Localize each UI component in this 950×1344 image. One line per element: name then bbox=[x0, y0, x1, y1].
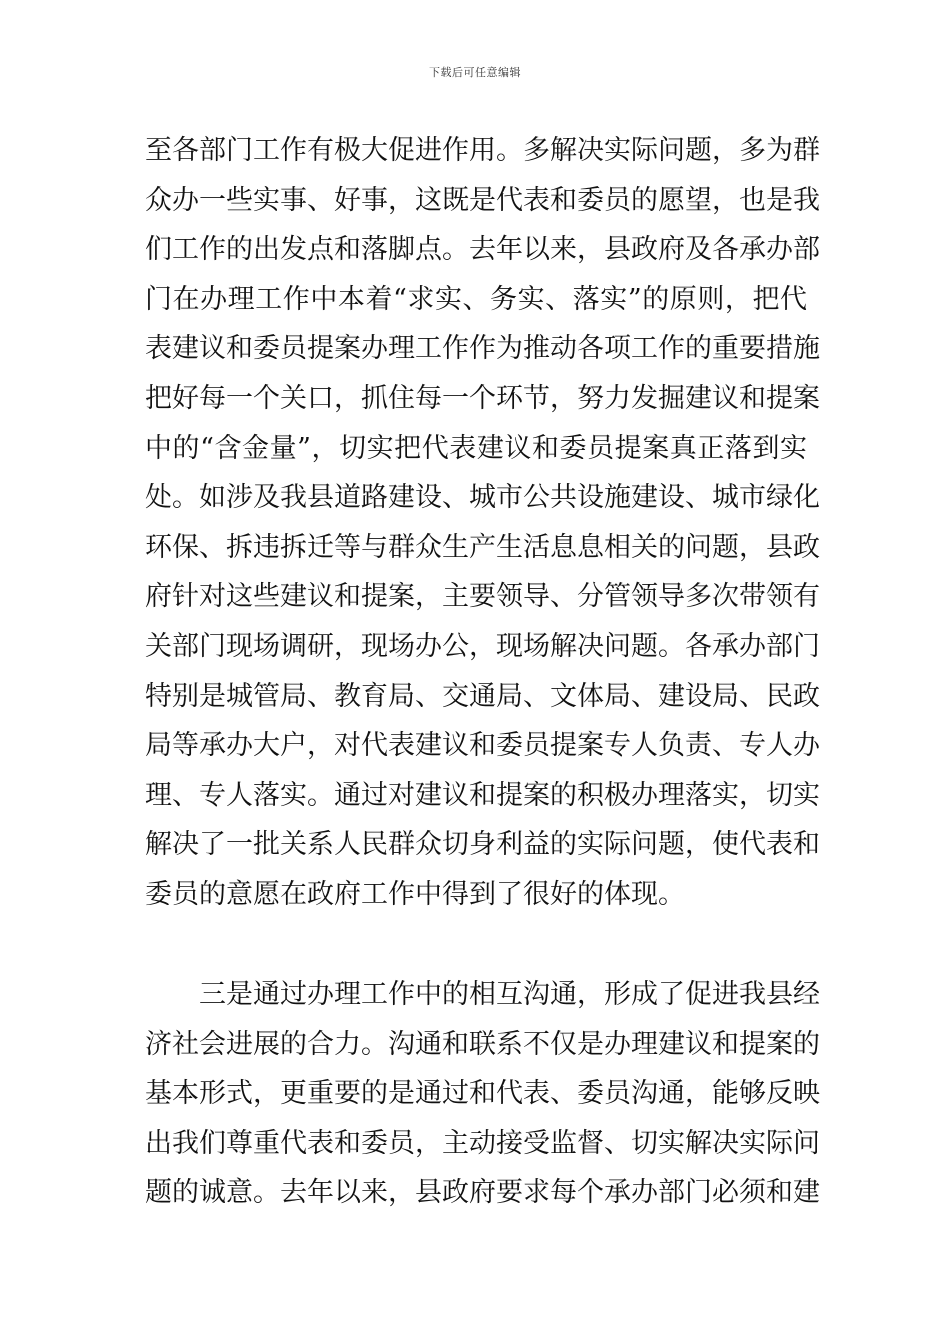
paragraph-line: 出我们尊重代表和委员，主动接受监督、切实解决实际问 bbox=[145, 1127, 820, 1159]
page-header: 下载后可任意编辑 bbox=[429, 66, 521, 79]
paragraph-line: 门在办理工作中本着“求实、务实、落实”的原则，把代 bbox=[145, 283, 807, 315]
paragraph-line: 济社会进展的合力。沟通和联系不仅是办理建议和提案的 bbox=[145, 1028, 820, 1060]
paragraph-line: 三是通过办理工作中的相互沟通，形成了促进我县经 bbox=[199, 979, 820, 1010]
paragraph-line: 局等承办大户，对代表建议和委员提案专人负责、专人办 bbox=[145, 730, 820, 762]
paragraph-line: 特别是城管局、教育局、交通局、文体局、建设局、民政 bbox=[145, 680, 820, 712]
paragraph-line: 环保、拆违拆迁等与群众生产生活息息相关的问题，县政 bbox=[145, 531, 820, 563]
paragraph-line: 至各部门工作有极大促进作用。多解决实际问题，多为群 bbox=[145, 135, 820, 166]
paragraph-line: 众办一些实事、好事，这既是代表和委员的愿望，也是我 bbox=[145, 184, 820, 216]
paragraph-continuation bbox=[145, 126, 820, 920]
paragraph-line: 表建议和委员提案办理工作作为推动各项工作的重要措施 bbox=[145, 333, 820, 365]
paragraph-line: 委员的意愿在政府工作中得到了很好的体现。 bbox=[145, 878, 685, 910]
paragraph-three bbox=[145, 970, 820, 1218]
paragraph-line: 关部门现场调研，现场办公，现场解决问题。各承办部门 bbox=[145, 630, 820, 662]
paragraph-line: 把好每一个关口，抓住每一个环节，努力发掘建议和提案 bbox=[145, 382, 820, 414]
paragraph-line: 中的“含金量”，切实把代表建议和委员提案真正落到实 bbox=[145, 432, 807, 464]
paragraph-line: 理、专人落实。通过对建议和提案的积极办理落实，切实 bbox=[145, 779, 820, 811]
paragraph-line: 府针对这些建议和提案，主要领导、分管领导多次带领有 bbox=[145, 581, 820, 613]
paragraph-line: 们工作的出发点和落脚点。去年以来，县政府及各承办部 bbox=[145, 234, 820, 266]
paragraph-line: 解决了一批关系人民群众切身利益的实际问题，使代表和 bbox=[145, 829, 820, 861]
paragraph-line: 基本形式，更重要的是通过和代表、委员沟通，能够反映 bbox=[145, 1078, 820, 1110]
paragraph-line: 题的诚意。去年以来，县政府要求每个承办部门必须和建 bbox=[145, 1177, 820, 1209]
paragraph-line: 处。如涉及我县道路建设、城市公共设施建设、城市绿化 bbox=[145, 482, 820, 514]
